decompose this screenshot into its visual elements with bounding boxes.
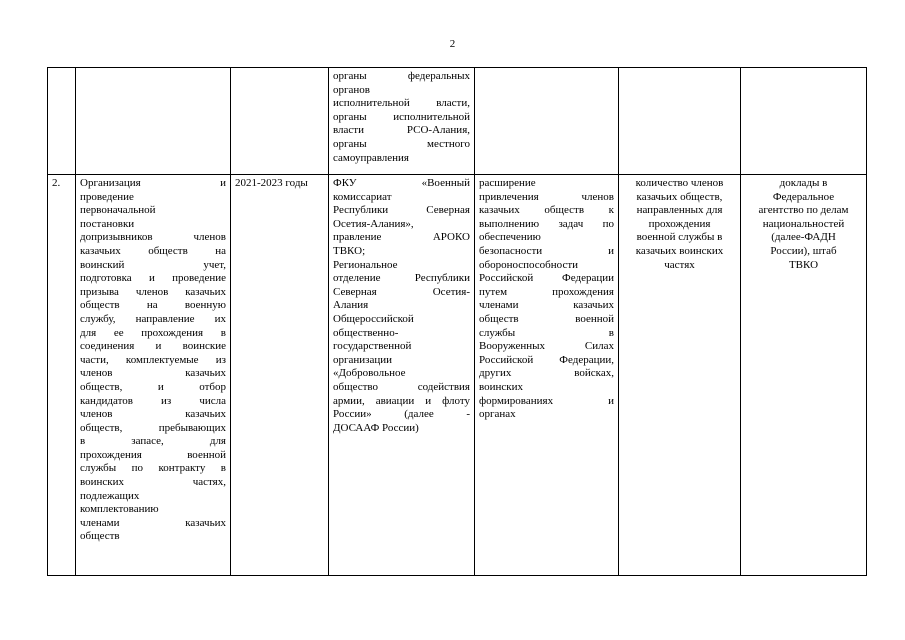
cell-text-line: «Добровольное [333,367,406,380]
cell-text-line: обществ на военную [80,299,226,312]
executors-cell [329,175,475,576]
cell-text-line: обществ, пребывающих [80,421,226,434]
cell-text-line: ТВКО [788,258,819,271]
cell-text-line: прохождения военной [80,448,226,461]
cell-text-line: ФКУ «Военный [333,177,470,189]
cell-text-line: обществ военной [479,312,614,325]
table-row [48,175,867,576]
cell-text-line: членами казачьих [80,516,226,529]
cell-text-line: Российской Федерации, [479,353,614,366]
cell-text-line: постановки [80,217,135,230]
cell-text-line: членами казачьих [479,299,614,312]
cell-text-line: службу, направление их [80,312,226,325]
task-cell [76,175,231,576]
cell-text-line: Осетия-Алания», [333,217,414,230]
cell-text-line: казачьих обществ к [479,204,614,217]
cell-text-line: в запасе, для [80,435,226,448]
cell-text-line: органы местного [333,137,470,150]
cell-text-line: призыва членов казачьих [80,285,226,298]
cell-text-line: выполнению задач по [479,217,614,230]
cell-text-line: самоуправления [333,151,409,164]
indicator-cell [619,68,741,175]
cell-text-line: армии, авиации и флоту [333,394,470,407]
cell-text-line: Организация и [80,177,226,189]
cell-text-line: подлежащих [80,489,140,502]
cell-text-line: казачьих воинских [635,244,724,257]
result-cell [475,175,619,576]
cell-text-line: обществ [80,530,120,543]
cell-text-line: формированиях и [479,394,614,407]
cell-text-line: России), штаб [770,244,837,257]
reporting-cell [741,68,867,175]
cell-text-line: направленных для [636,204,723,217]
cell-text-line: воинских частях, [80,476,226,489]
cell-text-line: (далее-ФАДН [771,231,836,244]
cell-text-line: первоначальной [80,204,156,217]
cell-text-line: органы исполнительной [333,110,470,123]
cell-text-line: Алания [333,299,369,312]
cell-text-line: органов [333,83,370,96]
cell-text-line: воинских [479,380,524,393]
cell-text-line: органах [479,408,516,421]
cell-text-line: комиссариат [333,190,392,203]
cell-text-line: Вооруженных Силах [479,340,614,353]
cell-text-line: агентство по делам [758,204,849,217]
cell-text-line: Северная Осетия- [333,285,470,298]
indicator-cell [619,175,741,576]
cell-text-line: общество содействия [333,380,470,393]
cell-text-line: службы в [479,326,614,339]
cell-text-line: исполнительной власти, [333,97,470,110]
period-cell: 2021-2023 годы [231,175,329,576]
cell-text-line: государственной [333,340,412,353]
cell-text-line: членов казачьих [80,367,226,380]
cell-text-line: воинский учет, [80,258,226,271]
cell-text-line: других войсках, [479,367,614,380]
plan-table [47,67,867,576]
row-number-cell [48,68,76,175]
cell-text-line: правление АРОКО [333,231,470,244]
cell-text-line: обороноспособности [479,258,579,271]
cell-text-line: Федеральное [772,190,835,203]
cell-text-line: ДОСААФ России) [333,421,419,434]
cell-text-line: органы федеральных [333,70,470,82]
cell-text-line: комплектованию [80,503,159,516]
cell-text-line: части, комплектуемые из [80,353,226,366]
cell-text-line: военной службы в [636,231,723,244]
cell-text-line: службы по контракту в [80,462,226,475]
cell-text-line: Республики Северная [333,204,470,217]
period-cell [231,68,329,175]
task-cell [76,68,231,175]
cell-text-line: кандидатов из числа [80,394,226,407]
cell-text-line: прохождения [648,217,711,230]
executors-cell [329,68,475,175]
cell-text-line: доклады в [779,177,828,189]
cell-text-line: организации [333,353,393,366]
reporting-cell [741,175,867,576]
cell-text-line: проведение [80,190,134,203]
cell-text-line: путем прохождения [479,285,614,298]
cell-text-line: отделение Республики [333,272,470,285]
cell-text-line: власти РСО-Алания, [333,124,470,137]
cell-text-line: обществ, и отбор [80,380,226,393]
cell-text-line: подготовка и проведение [80,272,226,285]
cell-text-line: расширение [479,177,536,189]
cell-text-line: допризывников членов [80,231,226,244]
cell-text-line: Российской Федерации [479,272,614,285]
result-cell [475,68,619,175]
row-number-cell: 2. [48,175,76,576]
cell-text-line: членов казачьих [80,408,226,421]
cell-text-line: для ее прохождения в [80,326,226,339]
cell-text-line: соединения и воинские [80,340,226,353]
table-row [48,68,867,175]
cell-text-line: обеспечению [479,231,541,244]
cell-text-line: России» (далее - [333,408,470,421]
cell-text-line: общественно- [333,326,399,339]
cell-text-line: количество членов [635,177,724,189]
cell-text-line: Региональное [333,258,398,271]
cell-text-line: казачьих обществ, [636,190,723,203]
cell-text-line: безопасности и [479,244,614,257]
cell-text-line: ТВКО; [333,244,366,257]
cell-text-line: частях [664,258,695,271]
cell-text-line: привлечения членов [479,190,614,203]
page-number: 2 [449,38,456,50]
cell-text-line: Общероссийской [333,312,414,325]
cell-text-line: казачьих обществ на [80,244,226,257]
cell-text-line: национальностей [762,217,845,230]
